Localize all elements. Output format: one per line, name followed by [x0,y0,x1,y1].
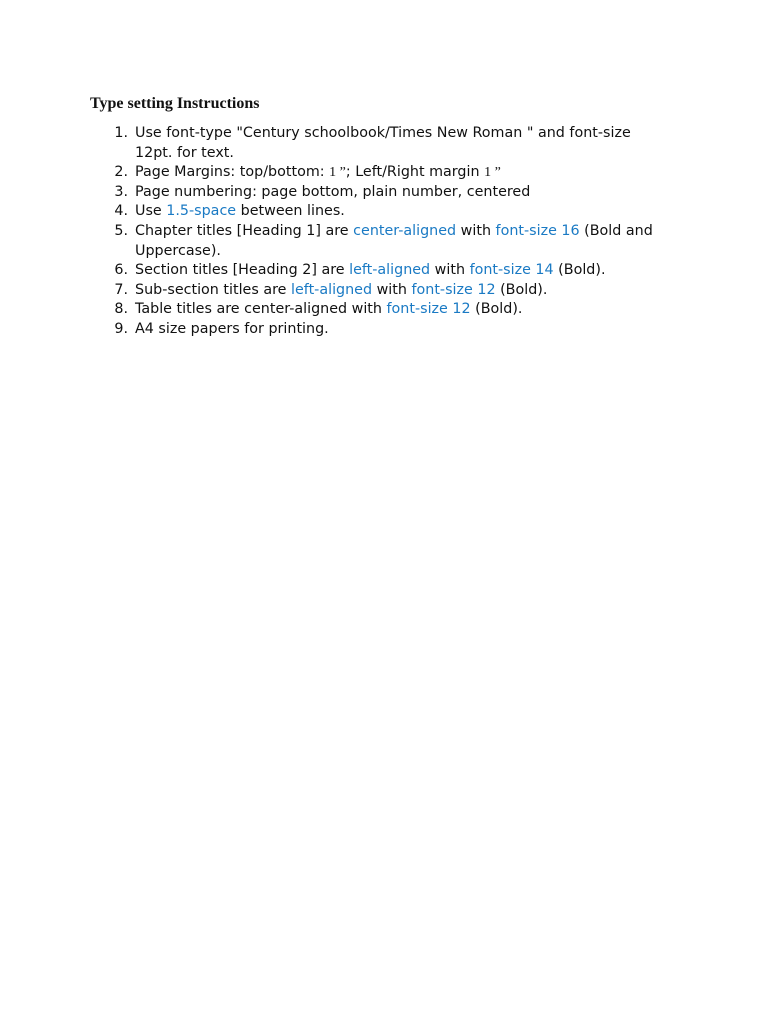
list-item-number: 5. [114,222,128,239]
list-item-text [135,321,329,337]
highlighted-text: font-size 12 [411,281,496,298]
text-run: Use font-type "Century schoolbook/Times New Roman " and font-size 12pt. for text. [135,125,631,161]
list-item-number: 6. [114,262,128,279]
list-item [90,202,670,222]
text-run: with [430,262,470,279]
list-item-number: 4. [114,203,128,220]
list-item-text [135,262,606,278]
list-item [90,300,670,320]
highlighted-text: font-size 12 [386,301,471,318]
text-run: Page Margins: top/bottom: [135,164,330,181]
list-item [90,261,670,281]
highlighted-text: center-aligned [353,222,457,239]
text-run: Table titles are center-aligned with [135,301,387,318]
list-item [90,222,670,261]
document-page [90,93,670,340]
list-item-text [135,301,522,317]
list-item [90,124,670,163]
text-run: Use [135,203,167,220]
text-run: with [456,222,496,239]
text-run: with [372,281,412,298]
list-item-text [135,184,530,200]
list-item-text [135,125,631,161]
text-run: between lines. [236,203,345,220]
highlighted-text: left-aligned [349,262,431,279]
text-run: (Bold). [470,301,523,318]
list-item-number: 3. [114,183,128,200]
list-item-number: 7. [114,281,128,298]
list-item-text [135,164,501,180]
text-run: (Bold and Uppercase). [135,222,653,259]
text-run: A4 size papers for printing. [135,320,329,337]
list-item-number: 9. [114,320,128,337]
highlighted-text: font-size 14 [469,262,554,279]
text-run: ; Left/Right margin [345,164,485,181]
instruction-list [90,124,670,340]
list-item [90,163,670,183]
list-item-number: 8. [114,301,128,318]
list-item [90,320,670,340]
text-run: Sub-section titles are [135,281,292,298]
text-run: Section titles [Heading 2] are [135,262,350,279]
highlighted-text: left-aligned [291,281,373,298]
list-item [90,183,670,203]
inch-value: 1 ” [329,165,346,181]
list-item-number: 1. [114,125,128,141]
inch-value: 1 ” [484,165,501,181]
text-run: (Bold). [553,262,606,279]
list-item-number: 2. [114,164,128,181]
highlighted-text: font-size 16 [495,222,580,239]
list-item-text [135,203,345,219]
text-run: (Bold). [495,281,548,298]
text-run: Page numbering: page bottom, plain number, centered [135,183,531,200]
list-item-text [135,223,653,259]
highlighted-text: 1.5-space [166,203,237,220]
list-item-text [135,282,547,298]
list-item [90,281,670,301]
text-run: Chapter titles [Heading 1] are [135,222,354,239]
document-title: Type setting Instructions [90,95,260,112]
